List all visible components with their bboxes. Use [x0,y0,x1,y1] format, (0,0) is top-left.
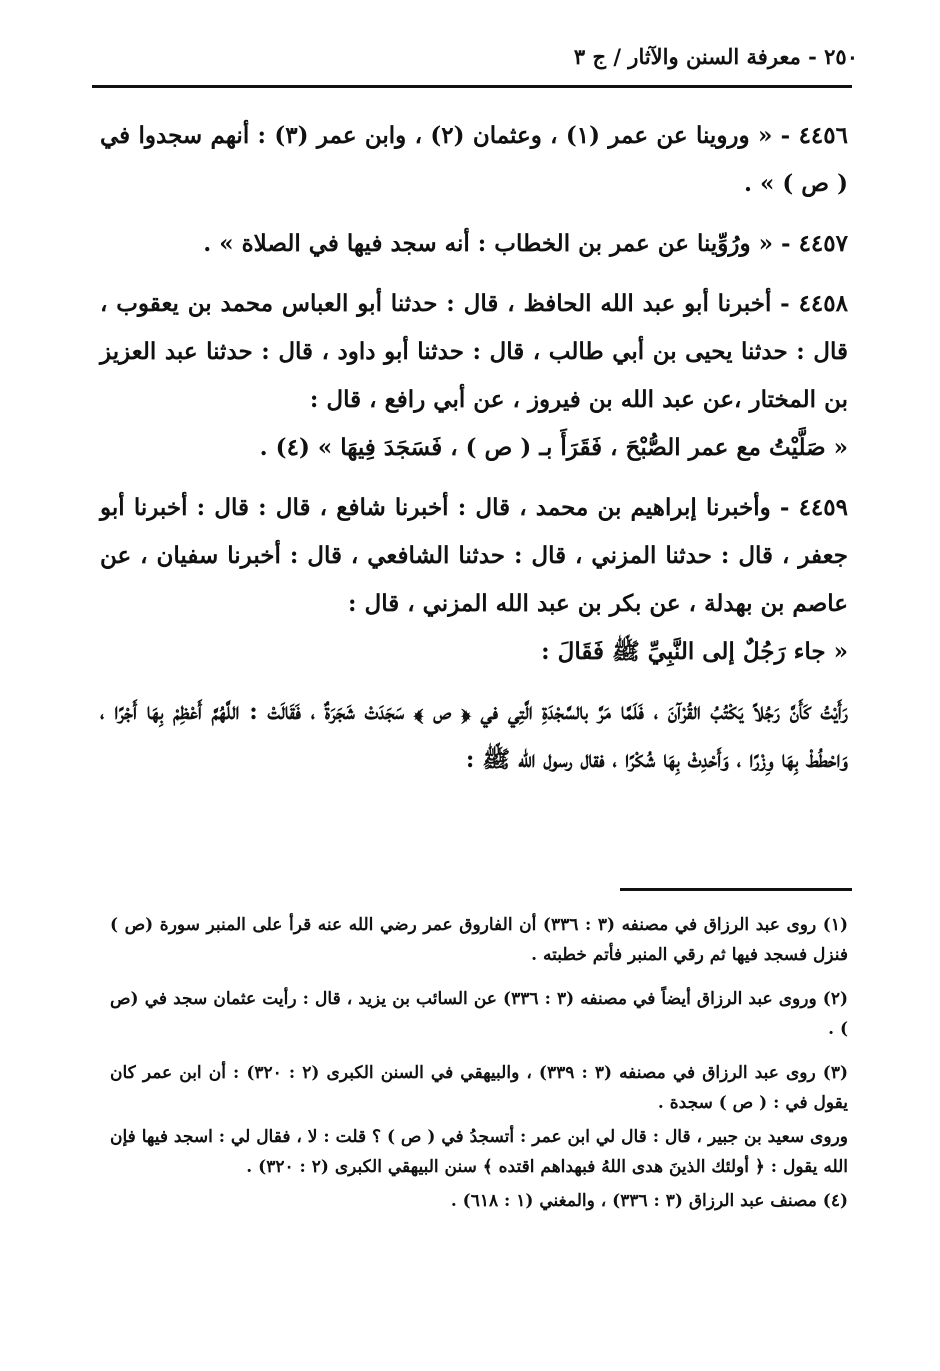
footnote-3: (٣) روى عبد الرزاق في مصنفه (٣ : ٣٣٩) ، والبيهقي في السنن الكبرى (٢ : ٣٢٠) : أن ابن عمر كان يقول في : ( ص ) سجدة . [110,1063,848,1113]
hadith-4459-matn: رَأَيْتُ كَأَنَّ رَجُلاً يَكْتُبُ القُرْآنَ ، فَلَمَّا مَرَّ بالسَّجْدَةِ الَّتِي في ﴿ ص ﴾ سَجَدَتْ شَجَرَةٌ ، فَقَالَتْ : اللَّهُمَّ أَعْظِمْ بِهَا أَجْرًا ، وَاحْطُطْ بِهَا وِزْرًا ، وَأَحْدِثْ بِهَا شُكْرًا ، فقال رسول الله ﷺ : [100,698,848,773]
hadith-4458-matn: « صَلَّيْتُ مع عمر الصُّبْحَ ، فَقَرَأَ بـ ( ص ) ، فَسَجَدَ فِيهَا » (٤) . [259,434,848,461]
footnotes [110,910,848,1230]
footnote-rule [620,888,852,891]
hadith-4456: ٤٤٥٦ - « وروينا عن عمر (١) ، وعثمان (٢) ، وابن عمر (٣) : أنهم سجدوا في ( ص ) » . [100,122,848,197]
main-text [100,112,848,796]
footnote-2: (٢) وروى عبد الرزاق أيضاً في مصنفه (٣ : ٣٣٦) عن السائب بن يزيد ، قال : رأيت عثمان سجد في (ص ) . [110,989,848,1039]
hadith-4459: ٤٤٥٩ - وأخبرنا إبراهيم بن محمد ، قال : أخبرنا شافع ، قال : قال : أخبرنا أبو جعفر ، قال : حدثنا المزني ، قال : حدثنا الشافعي ، قال : أخبرنا سفيان ، عن عاصم بن بهدلة ، عن بكر بن عبد الله المزني ، قال : [100,494,848,617]
running-header [90,44,858,84]
hadith-4458: ٤٤٥٨ - أخبرنا أبو عبد الله الحافظ ، قال : حدثنا أبو العباس محمد بن يعقوب ، قال : حدثنا يحيى بن أبي طالب ، قال : حدثنا أبو داود ، قال : حدثنا عبد العزيز بن المختار ،عن عبد الله بن فيروز ، عن أبي رافع ، قال : [100,290,848,413]
hadith-4459-matn-intro: « جاء رَجُلٌ إلى النَّبِيِّ ﷺ فَقَالَ : [541,638,848,665]
header-rule [92,85,852,88]
header-title: ٢٥٠ - معرفة السنن والآثار / ج ٣ [573,44,858,69]
hadith-4457: ٤٤٥٧ - « ورُوِّينا عن عمر بن الخطاب : أنه سجد فيها في الصلاة » . [203,230,848,257]
footnote-1: (١) روى عبد الرزاق في مصنفه (٣ : ٣٣٦) أن الفاروق عمر رضي الله عنه قرأ على المنبر سورة (ص ) فنزل فسجد فيها ثم رقي المنبر فأتم خطبته . [110,915,848,965]
footnote-3-continued: وروى سعيد بن جبير ، قال : قال لي ابن عمر : أتسجدُ في ( ص ) ؟ قلت : لا ، فقال لي : اسجد فيها فإن الله يقول : ﴿ أولئك الذينَ هدى اللهُ فبهداهم اقتده ﴾ سنن البيهقي الكبرى (٢ : ٣٢٠) . [110,1127,848,1177]
footnote-4: (٤) مصنف عبد الرزاق (٣ : ٣٣٦) ، والمغني (١ : ٦١٨) . [450,1191,848,1211]
